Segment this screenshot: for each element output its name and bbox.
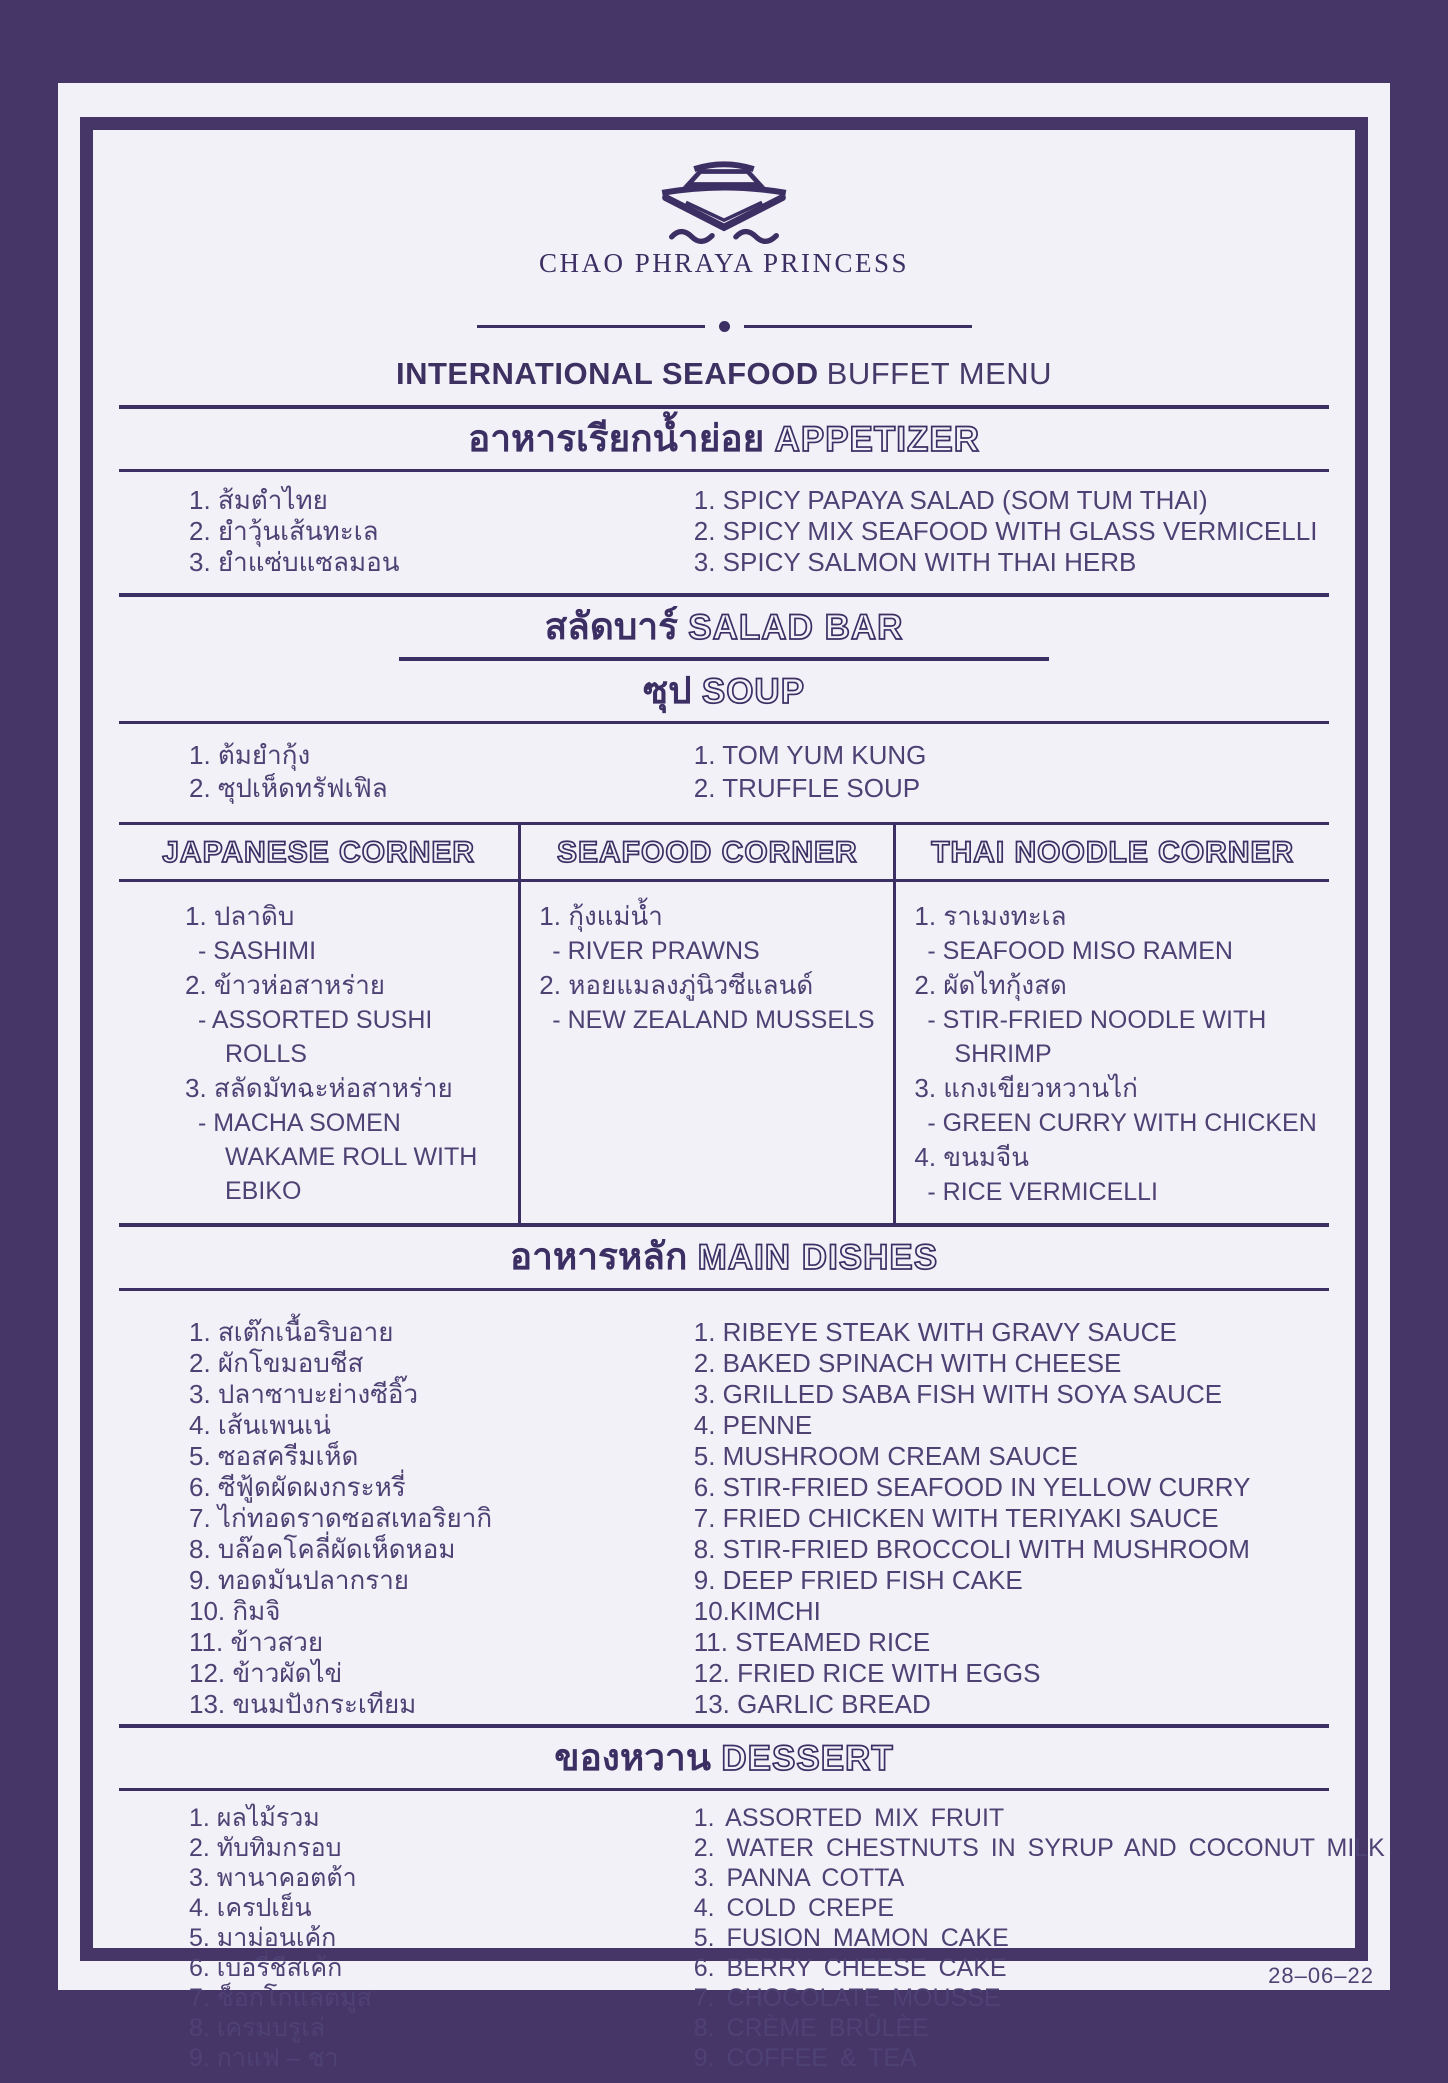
salad-bar-heading-english: SALAD BAR: [688, 608, 903, 647]
menu-item: 1. ผลไม้รวม: [189, 1803, 694, 1833]
menu-item: 5. ซอสครีมเห็ด: [189, 1441, 694, 1472]
item-thai: 4. ขนมจีน: [914, 1140, 1321, 1175]
main-dishes-list-english: [694, 1317, 1329, 1720]
menu-item: 2. ยำวุ้นเส้นทะเล: [189, 516, 694, 547]
menu-item: 10. กิมจิ: [189, 1596, 694, 1627]
menu-item: 2. BAKED SPINACH WITH CHEESE: [694, 1348, 1329, 1379]
appetizer-list: [119, 472, 1329, 593]
menu-item: 8. STIR-FRIED BROCCOLI WITH MUSHROOM: [694, 1534, 1329, 1565]
menu-item: 6. เบอรี่ชีสเค้ก: [189, 1953, 694, 1983]
item-thai: 2. ข้าวห่อสาหร่าย: [185, 968, 510, 1003]
appetizer-list-english: [694, 485, 1329, 578]
section-main-dishes: [119, 1234, 1329, 1724]
thai-noodle-corner: [893, 825, 1329, 1223]
menu-item: 5. มาม่อนเค้ก: [189, 1923, 694, 1953]
menu-item: 1. TOM YUM KUNG: [694, 739, 1329, 772]
menu-item: 5. MUSHROOM CREAM SAUCE: [694, 1441, 1329, 1472]
item-thai: 1. กุ้งแม่น้ำ: [539, 899, 885, 934]
item-english: - ASSORTED SUSHI ROLLS: [185, 1003, 510, 1071]
corner-item: [914, 968, 1321, 1071]
seafood-corner-title: SEAFOOD CORNER: [521, 825, 893, 882]
item-english: - MACHA SOMEN WAKAME ROLL WITH EBIKO: [185, 1106, 510, 1208]
divider-line: [744, 325, 972, 329]
corner-item: [539, 899, 885, 968]
section-appetizer: [119, 416, 1329, 594]
menu-item: 7. FRIED CHICKEN WITH TERIYAKI SAUCE: [694, 1503, 1329, 1534]
menu-item: 1. SPICY PAPAYA SALAD (SOM TUM THAI): [694, 485, 1329, 516]
section-salad-bar: [119, 604, 1329, 661]
date-stamp: 28–06–22: [1268, 1963, 1374, 1989]
menu-item: 12. FRIED RICE WITH EGGS: [694, 1658, 1329, 1689]
main-dishes-heading-english: MAIN DISHES: [698, 1238, 938, 1277]
menu-item: 7. ช็อกโกแลตมูส: [189, 1983, 694, 2013]
salad-bar-heading: [119, 604, 1329, 650]
item-english: - SASHIMI: [185, 934, 510, 968]
item-english: - STIR-FRIED NOODLE WITH SHRIMP: [914, 1003, 1321, 1071]
menu-title-bold: INTERNATIONAL SEAFOOD: [396, 356, 819, 391]
menu-item: 7. CHOCOLATE MOUSSE: [694, 1983, 1329, 2013]
menu-content: [93, 130, 1355, 1948]
ornament-divider: [119, 321, 1329, 332]
menu-item: 13. ขนมปังกระเทียม: [189, 1689, 694, 1720]
menu-item: 3. GRILLED SABA FISH WITH SOYA SAUCE: [694, 1379, 1329, 1410]
dessert-list: [119, 1791, 1329, 2083]
rule: [119, 405, 1329, 409]
soup-heading: [119, 668, 1329, 714]
dessert-list-english: [694, 1803, 1329, 2073]
appetizer-heading: [119, 416, 1329, 462]
menu-item: 7. ไก่ทอดราดซอสเทอริยากิ: [189, 1503, 694, 1534]
menu-item: 2. WATER CHESTNUTS IN SYRUP AND COCONUT MILK: [694, 1833, 1329, 1863]
item-english: - RICE VERMICELLI: [914, 1175, 1321, 1209]
appetizer-heading-english: APPETIZER: [775, 420, 980, 459]
menu-item: 9. COFFEE & TEA: [694, 2043, 1329, 2073]
corner-item: [914, 1071, 1321, 1140]
section-dessert: [119, 1735, 1329, 2083]
corner-item: [185, 968, 510, 1071]
paper: [58, 83, 1390, 1990]
japanese-corner: [119, 825, 518, 1223]
border-frame: [80, 117, 1368, 1961]
item-english: - GREEN CURRY WITH CHICKEN: [914, 1106, 1321, 1140]
menu-item: 1. RIBEYE STEAK WITH GRAVY SAUCE: [694, 1317, 1329, 1348]
main-dishes-list: [119, 1291, 1329, 1724]
menu-item: 6. ซีฟู้ดผัดผงกระหรี่: [189, 1472, 694, 1503]
menu-item: 3. ยำแซ่บแซลมอน: [189, 547, 694, 578]
menu-item: 1. ส้มตำไทย: [189, 485, 694, 516]
corner-item: [914, 899, 1321, 968]
menu-item: 1. ASSORTED MIX FRUIT: [694, 1803, 1329, 1833]
menu-item: 9. ทอดมันปลากราย: [189, 1565, 694, 1596]
header: [119, 130, 1329, 392]
item-thai: 3. แกงเขียวหวานไก่: [914, 1071, 1321, 1106]
menu-item: 3. ปลาซาบะย่างซีอิ๊ว: [189, 1379, 694, 1410]
main-dishes-list-thai: [119, 1317, 694, 1720]
soup-list: [119, 724, 1329, 822]
menu-item: 8. เครมบรูเล่: [189, 2013, 694, 2043]
corner-item: [914, 1140, 1321, 1209]
menu-item: 2. TRUFFLE SOUP: [694, 772, 1329, 805]
seafood-corner-list: [521, 882, 893, 1051]
menu-item: 11. STEAMED RICE: [694, 1627, 1329, 1658]
item-thai: 3. สลัดมัทฉะห่อสาหร่าย: [185, 1071, 510, 1106]
thai-noodle-corner-title: THAI NOODLE CORNER: [896, 825, 1329, 882]
brand-name: CHAO PHRAYA PRINCESS: [119, 248, 1329, 279]
menu-item: 13. GARLIC BREAD: [694, 1689, 1329, 1720]
item-english: - RIVER PRAWNS: [539, 934, 885, 968]
menu-item: 10.KIMCHI: [694, 1596, 1329, 1627]
salad-bar-heading-thai: สลัดบาร์: [545, 606, 678, 647]
menu-item: 6. STIR-FRIED SEAFOOD IN YELLOW CURRY: [694, 1472, 1329, 1503]
japanese-corner-title: JAPANESE CORNER: [119, 825, 518, 882]
appetizer-heading-thai: อาหารเรียกน้ำย่อย: [468, 418, 764, 459]
menu-title-light: BUFFET MENU: [827, 356, 1052, 391]
menu-item: 4. PENNE: [694, 1410, 1329, 1441]
corner-item: [185, 899, 510, 968]
menu-item: 11. ข้าวสวย: [189, 1627, 694, 1658]
item-thai: 1. ปลาดิบ: [185, 899, 510, 934]
soup-heading-thai: ซุป: [643, 670, 692, 711]
soup-list-thai: [119, 739, 694, 805]
divider-dot: [719, 321, 730, 332]
menu-item: 1. ต้มยำกุ้ง: [189, 739, 694, 772]
section-corners: [119, 822, 1329, 1227]
menu-title: [119, 356, 1329, 392]
menu-item: 2. ซุปเห็ดทรัฟเฟิล: [189, 772, 694, 805]
thai-noodle-corner-list: [896, 882, 1329, 1223]
item-english: - NEW ZEALAND MUSSELS: [539, 1003, 885, 1037]
dessert-heading-english: DESSERT: [721, 1739, 893, 1778]
menu-item: 2. SPICY MIX SEAFOOD WITH GLASS VERMICELLI: [694, 516, 1329, 547]
item-english: - SEAFOOD MISO RAMEN: [914, 934, 1321, 968]
main-dishes-heading: [119, 1234, 1329, 1280]
menu-item: 4. เส้นเพนเน่: [189, 1410, 694, 1441]
soup-heading-english: SOUP: [702, 672, 805, 711]
menu-item: 4. COLD CREPE: [694, 1893, 1329, 1923]
soup-list-english: [694, 739, 1329, 805]
item-thai: 1. ราเมงทะเล: [914, 899, 1321, 934]
corner-item: [185, 1071, 510, 1208]
item-thai: 2. ผัดไทกุ้งสด: [914, 968, 1321, 1003]
dessert-heading-thai: ของหวาน: [554, 1737, 711, 1778]
menu-item: 9. กาแฟ – ชา: [189, 2043, 694, 2073]
menu-item: 3. SPICY SALMON WITH THAI HERB: [694, 547, 1329, 578]
menu-item: 2. ทับทิมกรอบ: [189, 1833, 694, 1863]
rule: [119, 593, 1329, 597]
seafood-corner: [518, 825, 893, 1223]
appetizer-list-thai: [119, 485, 694, 578]
menu-item: 1. สเต๊กเนื้อริบอาย: [189, 1317, 694, 1348]
rule: [119, 1724, 1329, 1728]
menu-item: 4. เครปเย็น: [189, 1893, 694, 1923]
dessert-list-thai: [119, 1803, 694, 2073]
boat-logo-icon: [639, 156, 809, 244]
section-soup: [119, 668, 1329, 823]
menu-item: 2. ผักโขมอบชีส: [189, 1348, 694, 1379]
salad-bar-underline: [399, 657, 1049, 661]
menu-item: 3. PANNA COTTA: [694, 1863, 1329, 1893]
item-thai: 2. หอยแมลงภู่นิวซีแลนด์: [539, 968, 885, 1003]
menu-item: 5. FUSION MAMON CAKE: [694, 1923, 1329, 1953]
main-dishes-heading-thai: อาหารหลัก: [510, 1236, 688, 1277]
menu-item: 8. CRÈME BRÛLÈE: [694, 2013, 1329, 2043]
menu-item: 9. DEEP FRIED FISH CAKE: [694, 1565, 1329, 1596]
dessert-heading: [119, 1735, 1329, 1781]
menu-item: 12. ข้าวผัดไข่: [189, 1658, 694, 1689]
menu-item: 3. พานาคอตต้า: [189, 1863, 694, 1893]
japanese-corner-list: [119, 882, 518, 1222]
menu-item: 8. บล๊อคโคลี่ผัดเห็ดหอม: [189, 1534, 694, 1565]
divider-line: [477, 325, 705, 329]
corner-item: [539, 968, 885, 1037]
menu-item: 6. BERRY CHEESE CAKE: [694, 1953, 1329, 1983]
